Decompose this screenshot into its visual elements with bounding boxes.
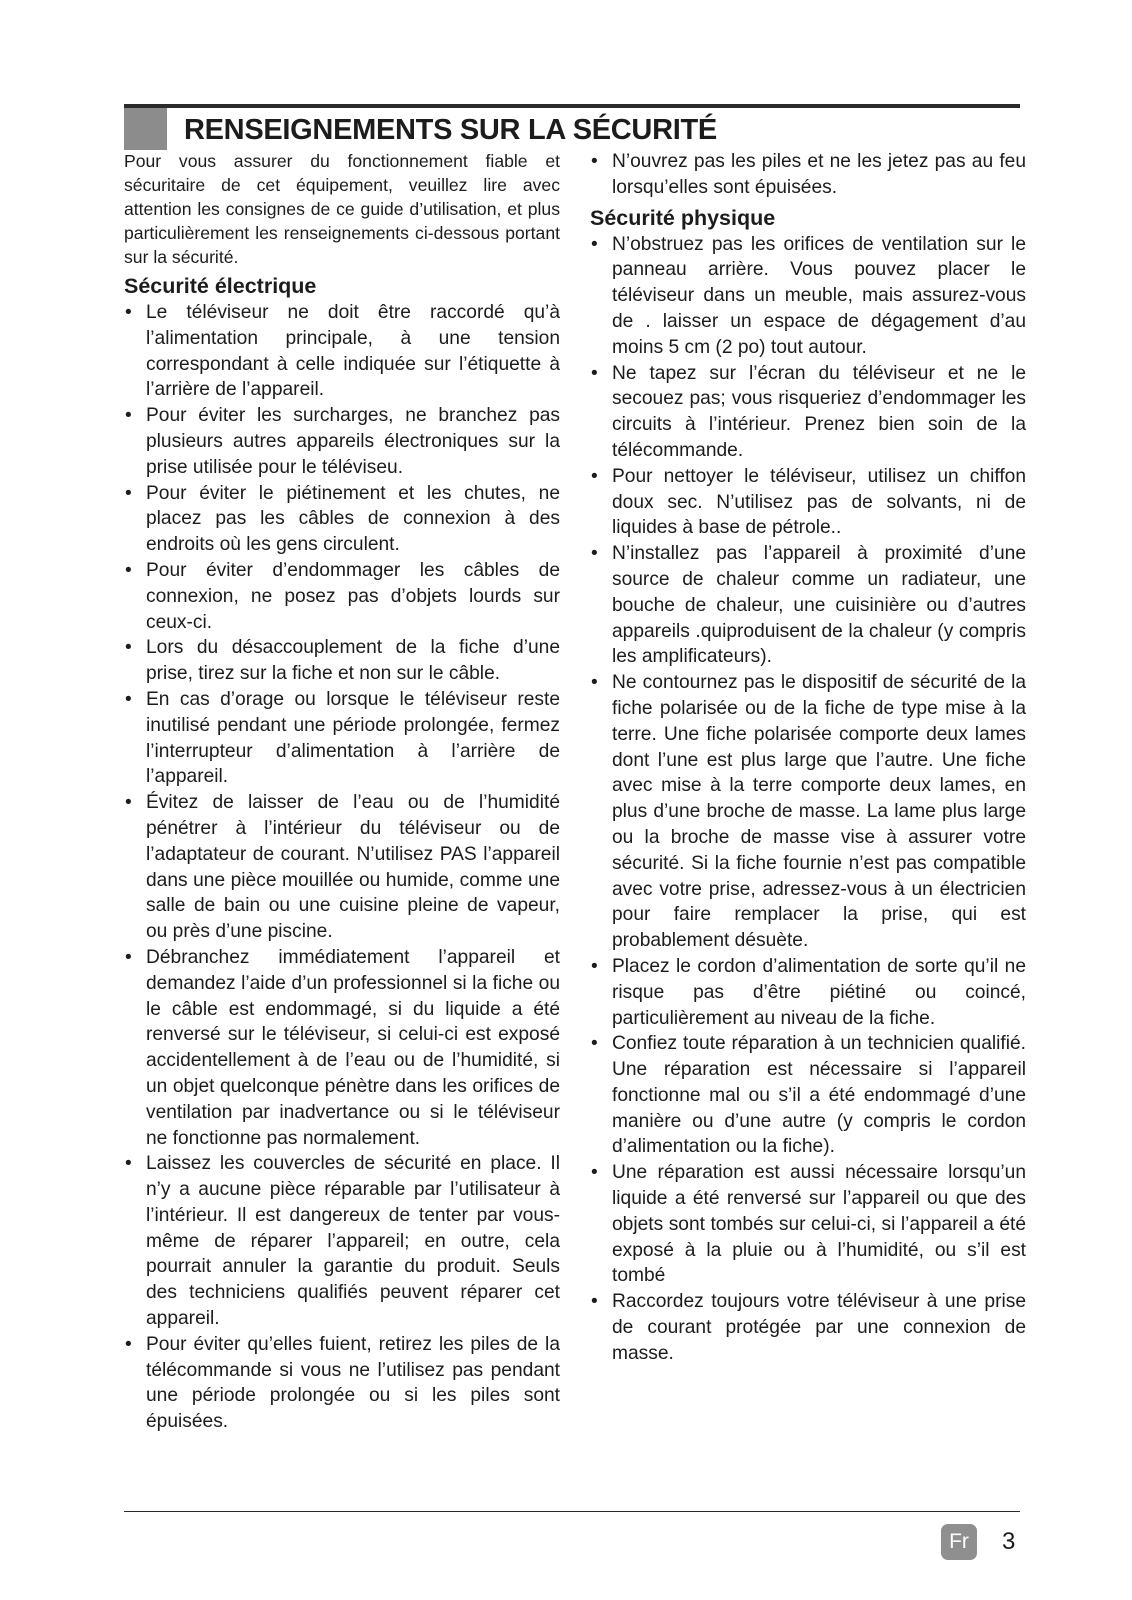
- list-item: • Évitez de laisser de l’eau ou de l’humidité pénétrer à l’intérieur du téléviseur ou de l’adaptateur de courant. N’utilisez PAS l’appareil dans une pièce mouillée ou humide, comme une salle de bain ou une cuisine pleine de vapeur, ou près d’une piscine.: [124, 790, 560, 945]
- list-item: • En cas d’orage ou lorsque le téléviseur reste inutilisé pendant une période prolongée, fermez l’interrupteur d’alimentation à l’arrière de l’appareil.: [124, 687, 560, 790]
- physical-safety-list: [590, 232, 1026, 1367]
- page-title: RENSEIGNEMENTS SUR LA SÉCURITÉ: [184, 114, 717, 146]
- list-item: • Placez le cordon d’alimentation de sorte qu’il ne risque pas d’être piétiné ou coincé, particulièrement au niveau de la fiche.: [590, 954, 1026, 1031]
- list-item: • Laissez les couvercles de sécurité en place. Il n’y a aucune pièce réparable par l’utilisateur à l’intérieur. Il est dangereux de tenter par vous-même de réparer l’appareil; en outre, cela pourrait annuler la garantie du produit. Seuls des techniciens qualifiés peuvent réparer cet appareil.: [124, 1151, 560, 1332]
- header-rule: [124, 104, 1020, 108]
- list-item: • Ne tapez sur l’écran du téléviseur et ne le secouez pas; vous risqueriez d’endommager les circuits à l’intérieur. Prenez bien soin de la télécommande.: [590, 361, 1026, 464]
- list-item: • Confiez toute réparation à un technicien qualifié. Une réparation est nécessaire si l’appareil fonctionne mal ou s’il a été endommagé d’une manière ou d’une autre (y compris le cordon d’alimentation ou la fiche).: [590, 1031, 1026, 1160]
- list-item: • Une réparation est aussi nécessaire lorsqu’un liquide a été renversé sur l’appareil ou que des objets sont tombés sur celui-ci, si l’appareil a été exposé à la pluie ou à l’humidité, ou s’il est tombé: [590, 1160, 1026, 1289]
- page-number: 3: [1002, 1528, 1016, 1555]
- electrical-safety-list: [124, 300, 560, 1435]
- left-column: [124, 149, 560, 1435]
- right-column: [590, 149, 1026, 1367]
- language-badge: Fr: [941, 1524, 977, 1560]
- intro-paragraph: Pour vous assurer du fonctionnement fiable et sécuritaire de cet équipement, veuillez lire avec attention les consignes de ce guide d’utilisation, et plus particulièrement les renseignements ci-dessous portant sur la sécurité.: [124, 151, 560, 267]
- list-item: • Pour nettoyer le téléviseur, utilisez un chiffon doux sec. N’utilisez pas de solvants, ni de liquides à base de pétrole..: [590, 464, 1026, 541]
- list-item: • Lors du désaccouplement de la fiche d’une prise, tirez sur la fiche et non sur le câble.: [124, 635, 560, 687]
- list-item: • N’obstruez pas les orifices de ventilation sur le panneau arrière. Vous pouvez placer le téléviseur dans un meuble, mais assurez-vous de . laisser un espace de dégagement d’au moins 5 cm (2 po) tout autour.: [590, 232, 1026, 361]
- list-item: • Pour éviter qu’elles fuient, retirez les piles de la télécommande si vous ne l’utilisez pas pendant une période prolongée ou si les piles sont épuisées.: [124, 1332, 560, 1435]
- list-item: • Raccordez toujours votre téléviseur à une prise de courant protégée par une connexion de masse.: [590, 1289, 1026, 1366]
- physical-safety-heading: Sécurité physique: [590, 205, 776, 230]
- electrical-safety-heading: Sécurité électrique: [124, 274, 317, 298]
- list-item: • Pour éviter le piétinement et les chutes, ne placez pas les câbles de connexion à des endroits où les gens circulent.: [124, 481, 560, 558]
- list-item: • Débranchez immédiatement l’appareil et demandez l’aide d’un professionnel si la fiche ou le câble est endommagé, si du liquide a été renversé sur le téléviseur, si celui-ci est exposé accidentellement à de l’eau ou de l’humidité, si un objet quelconque pénètre dans les orifices de ventilation par inadvertance ou si le téléviseur ne fonctionne pas normalement.: [124, 945, 560, 1151]
- list-item: • Le téléviseur ne doit être raccordé qu’à l’alimentation principale, à une tension correspondant à celle indiquée sur l’étiquette à l’arrière de l’appareil.: [124, 300, 560, 403]
- footer-rule: [124, 1511, 1020, 1512]
- list-item: • N’ouvrez pas les piles et ne les jetez pas au feu lorsqu’elles sont épuisées.: [590, 149, 1026, 201]
- electrical-safety-list-continued: [590, 149, 1026, 201]
- header-decorative-block: [124, 108, 167, 150]
- list-item: • N’installez pas l’appareil à proximité d’une source de chaleur comme un radiateur, une bouche de chaleur, une cuisinière ou d’autres appareils .quiproduisent de la chaleur (y compris les amplificateurs).: [590, 541, 1026, 670]
- list-item: • Ne contournez pas le dispositif de sécurité de la fiche polarisée ou de la fiche de type mise à la terre. Une fiche polarisée comporte deux lames dont l’une est plus large que l’autre. Une fiche avec mise à la terre comporte deux lames, en plus d’une broche de masse. La lame plus large ou la broche de masse vise à assurer votre sécurité. Si la fiche fournie n’est pas compatible avec votre prise, adressez-vous à un électricien pour faire remplacer la prise, qui est probablement désuète.: [590, 670, 1026, 954]
- list-item: • Pour éviter d’endommager les câbles de connexion, ne posez pas d’objets lourds sur ceux-ci.: [124, 558, 560, 635]
- list-item: • Pour éviter les surcharges, ne branchez pas plusieurs autres appareils électroniques sur la prise utilisée pour le téléviseu.: [124, 403, 560, 480]
